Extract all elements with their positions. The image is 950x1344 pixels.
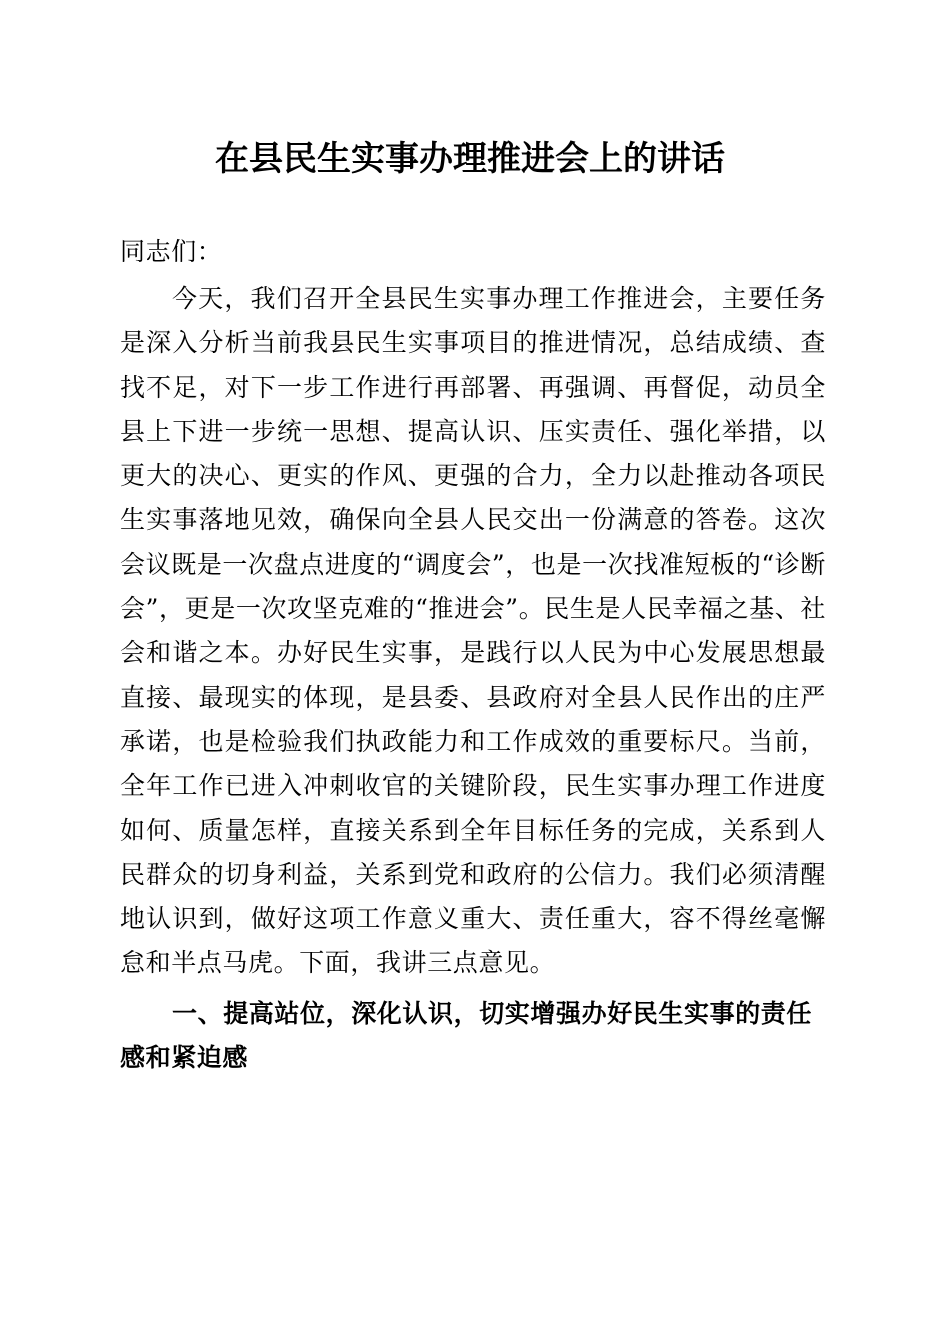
section-heading: 一、提高站位，深化认识，切实增强办好民生实事的责任感和紧迫感 bbox=[120, 999, 813, 1072]
body-paragraph: 今天，我们召开全县民生实事办理工作推进会，主要任务是深入分析当前我县民生实事项目的推进情况，总结成绩、查找不足，对下一步工作进行再部署、再强调、再督促，动员全县上下进一步统一思想、提高认识、压实责任、强化举措，以更大的决心、更实的作风、更强的合力，全力以赴推动各项民生实事落地见效，确保向全县人民交出一份满意的答卷。这次会议既是一次盘点进度的“调度会”，也是一次找准短板的“诊断会”，更是一次攻坚克难的“推进会”。民生是人民幸福之基、社会和谐之本。办好民生实事，是践行以人民为中心发展思想最直接、最现实的体现，是县委、县政府对全县人民作出的庄严承诺，也是检验我们执政能力和工作成效的重要标尺。当前，全年工作已进入冲刺收官的关键阶段，民生实事办理工作进度如何、质量怎样，直接关系到全年目标任务的完成，关系到人民群众的切身利益，关系到党和政府的公信力。我们必须清醒地认识到，做好这项工作意义重大、责任重大，容不得丝毫懈怠和半点马虎。下面，我讲三点意见。 bbox=[120, 284, 826, 978]
document-title: 在县民生实事办理推进会上的讲话 bbox=[215, 139, 725, 179]
salutation: 同志们： bbox=[120, 237, 223, 266]
